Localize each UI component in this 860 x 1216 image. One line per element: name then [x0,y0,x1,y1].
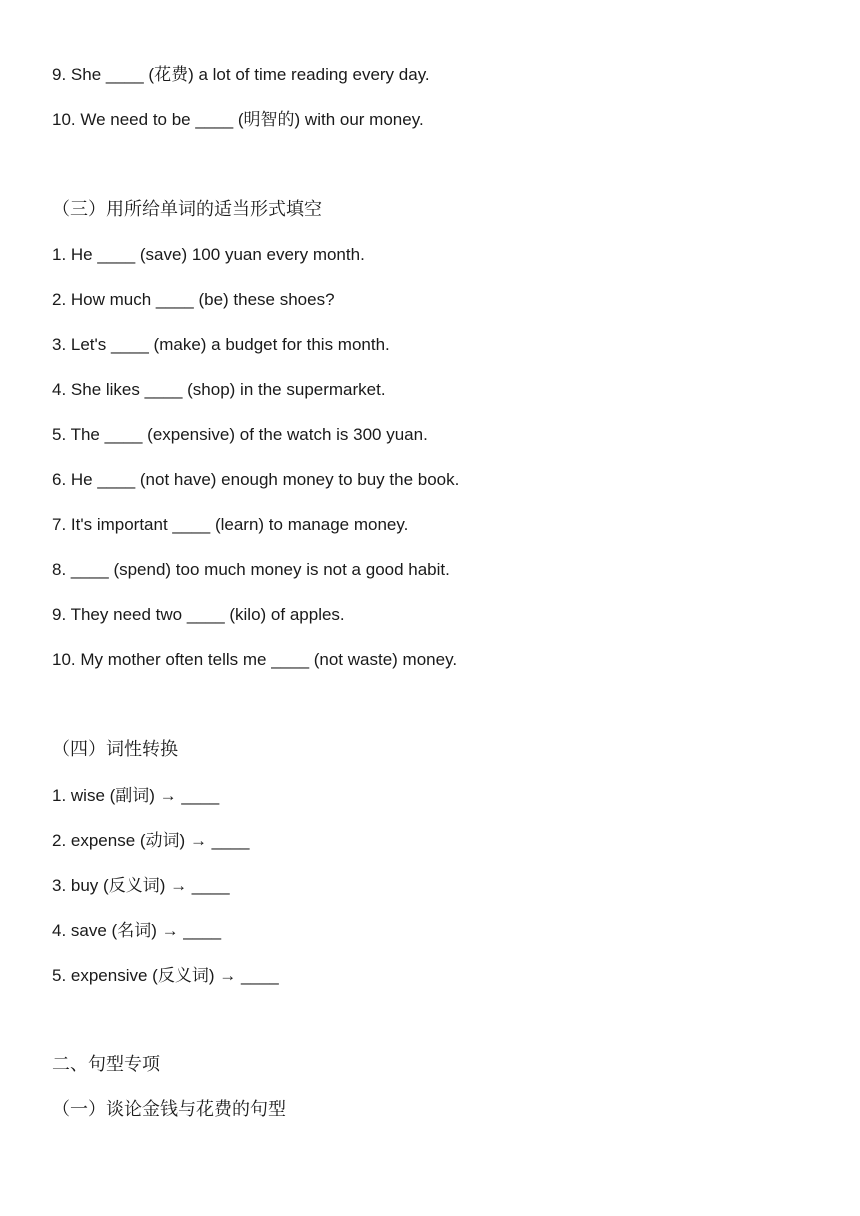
question-line: 1. wise (副词) → ____ [52,786,220,805]
question-line: 10. My mother often tells me ____ (not waste) money. [52,650,458,669]
question-line: 2. expense (动词) → ____ [52,831,250,850]
question-line: 3. Let's ____ (make) a budget for this month. [52,335,390,354]
question-line: 1. He ____ (save) 100 yuan every month. [52,245,365,264]
subsection-heading: （一）谈论金钱与花费的句型 [52,1099,286,1120]
question-line: 5. The ____ (expensive) of the watch is 300 yuan. [52,425,428,444]
question-line: 6. He ____ (not have) enough money to buy the book. [52,470,460,489]
part-heading: 二、句型专项 [52,1054,160,1075]
question-line: 4. save (名词) → ____ [52,921,222,940]
question-line: 9. She ____ (花费) a lot of time reading every day. [52,65,430,84]
question-line: 10. We need to be ____ (明智的) with our money. [52,110,424,129]
question-line: 7. It's important ____ (learn) to manage money. [52,515,409,534]
section-heading: （三）用所给单词的适当形式填空 [52,199,322,220]
question-line: 2. How much ____ (be) these shoes? [52,290,335,309]
question-line: 8. ____ (spend) too much money is not a good habit. [52,560,450,579]
question-line: 9. They need two ____ (kilo) of apples. [52,605,345,624]
section-heading: （四）词性转换 [52,739,178,760]
question-line: 4. She likes ____ (shop) in the supermarket. [52,380,386,399]
question-line: 5. expensive (反义词) → ____ [52,966,279,985]
question-line: 3. buy (反义词) → ____ [52,876,230,895]
